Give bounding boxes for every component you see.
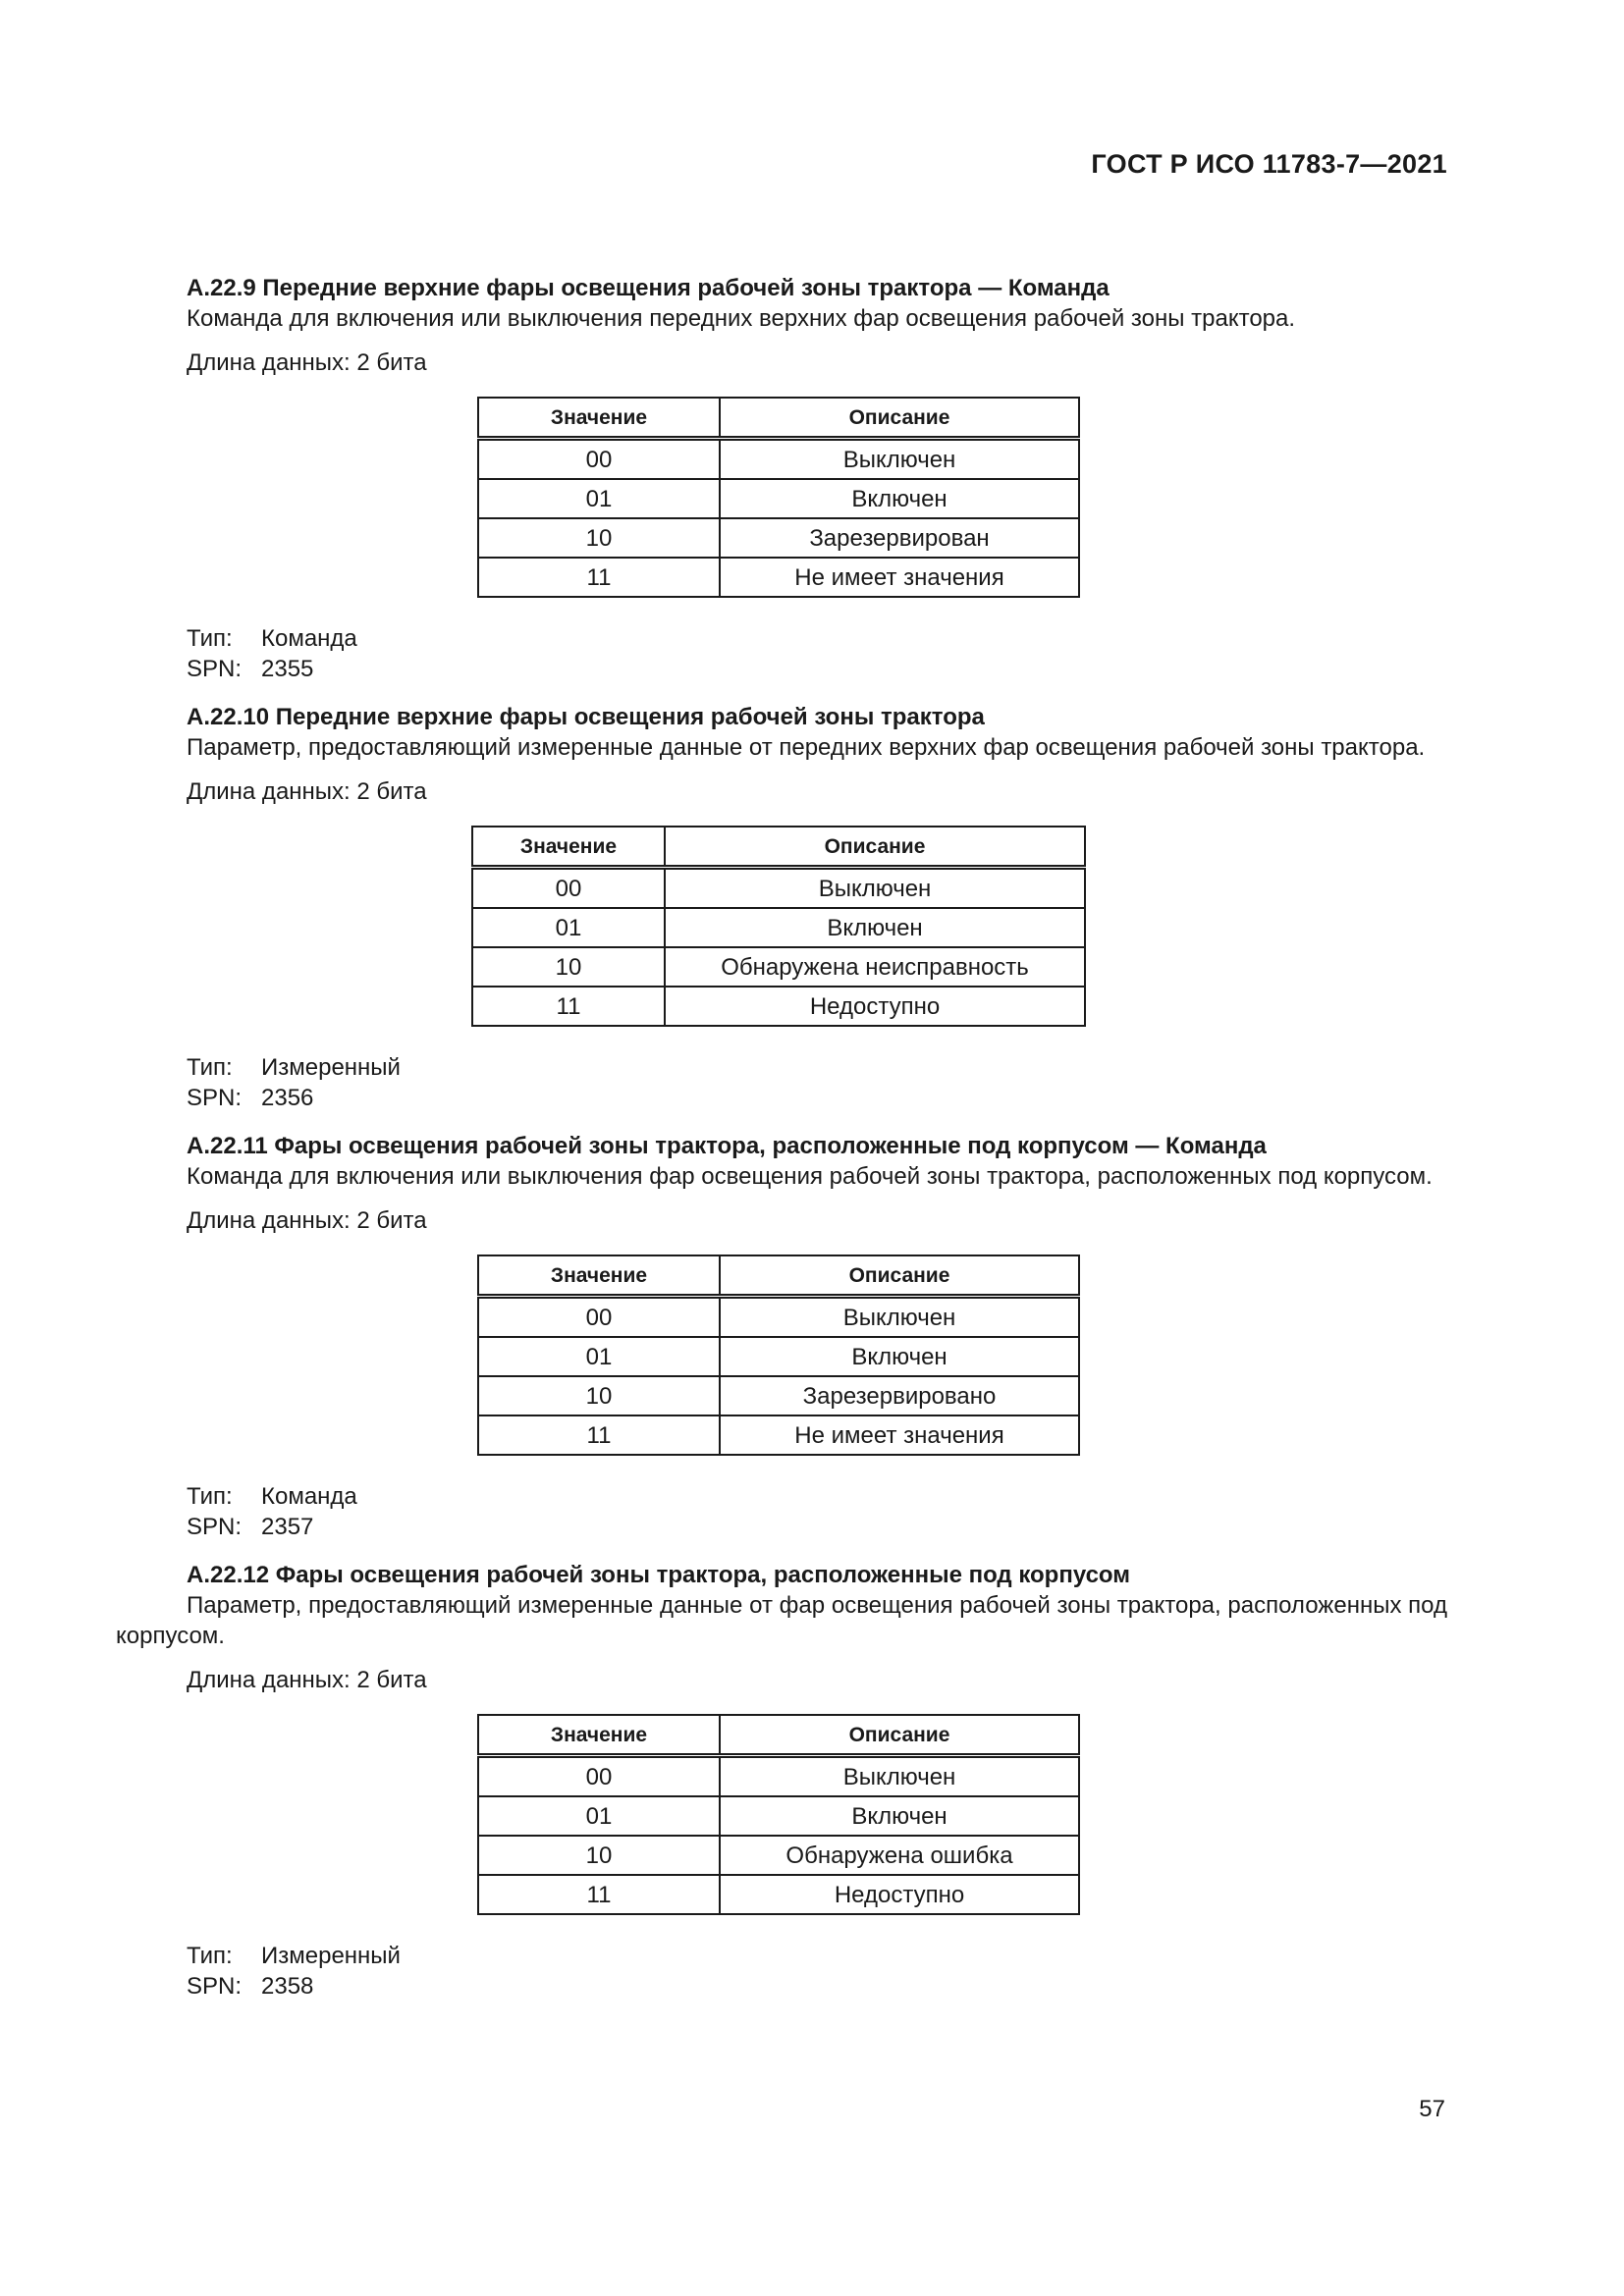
table-header-row: [478, 1255, 1079, 1297]
cell-value: 10: [478, 518, 720, 558]
section-text: Команда для включения или выключения передних верхних фар освещения рабочей зоны трактора.: [187, 305, 1296, 332]
section-a22-10: [116, 702, 1447, 1113]
spn-line: [187, 1971, 1447, 2002]
spn-label: SPN:: [187, 1514, 243, 1540]
section-a22-12: [116, 1560, 1447, 2002]
spn-label: SPN:: [187, 1973, 243, 2000]
spn-value: 2357: [261, 1514, 314, 1540]
spn-label: SPN:: [187, 656, 243, 682]
cell-description: Выключен: [720, 439, 1079, 480]
data-length: Длина данных: 2 бита: [187, 778, 427, 805]
cell-value: 01: [478, 1337, 720, 1376]
type-value: Команда: [261, 1483, 357, 1510]
table-row: [478, 1796, 1079, 1836]
cell-description: Обнаружена неисправность: [665, 947, 1085, 987]
type-line: [187, 1941, 1447, 1971]
table-row: [478, 518, 1079, 558]
cell-value: 11: [478, 558, 720, 597]
table-row: [478, 1337, 1079, 1376]
table-row: [478, 479, 1079, 518]
cell-value: 11: [478, 1875, 720, 1914]
cell-description: Не имеет значения: [720, 558, 1079, 597]
meta-block: [116, 1052, 1447, 1113]
section-text: Параметр, предоставляющий измеренные данные от передних верхних фар освещения рабочей зоны трактора.: [187, 734, 1426, 761]
cell-description: Включен: [720, 1337, 1079, 1376]
cell-value: 01: [478, 479, 720, 518]
cell-description: Не имеет значения: [720, 1415, 1079, 1455]
cell-description: Включен: [720, 479, 1079, 518]
table-header-row: [472, 827, 1085, 868]
section-text: Параметр, предоставляющий измеренные данные от фар освещения рабочей зоны трактора, расположенных под корпусом.: [116, 1592, 1447, 1649]
table-row: [478, 558, 1079, 597]
cell-description: Обнаружена ошибка: [720, 1836, 1079, 1875]
table-row: [472, 947, 1085, 987]
cell-value: 11: [472, 987, 665, 1026]
section-title: А.22.10 Передние верхние фары освещения рабочей зоны трактора: [187, 704, 985, 730]
cell-value: 00: [478, 1756, 720, 1797]
spn-line: [187, 1083, 1447, 1113]
type-label: Тип:: [187, 625, 233, 652]
cell-description: Зарезервирован: [720, 518, 1079, 558]
table-row: [478, 1376, 1079, 1415]
section-title: А.22.12 Фары освещения рабочей зоны трактора, расположенные под корпусом: [187, 1562, 1131, 1588]
cell-description: Выключен: [720, 1297, 1079, 1338]
cell-description: Зарезервировано: [720, 1376, 1079, 1415]
header-description: Описание: [720, 1715, 1079, 1756]
cell-value: 10: [472, 947, 665, 987]
meta-block: [116, 1481, 1447, 1542]
type-value: Команда: [261, 625, 357, 652]
spn-label: SPN:: [187, 1085, 243, 1111]
header-description: Описание: [665, 827, 1085, 868]
cell-value: 01: [472, 908, 665, 947]
cell-value: 01: [478, 1796, 720, 1836]
spn-value: 2358: [261, 1973, 314, 2000]
cell-value: 00: [478, 1297, 720, 1338]
table-row: [478, 1297, 1079, 1338]
section-title: А.22.9 Передние верхние фары освещения рабочей зоны трактора — Команда: [187, 275, 1110, 301]
type-line: [187, 1481, 1447, 1512]
cell-description: Включен: [665, 908, 1085, 947]
section-text: Команда для включения или выключения фар освещения рабочей зоны трактора, расположенных под корпусом.: [187, 1163, 1433, 1190]
header-description: Описание: [720, 398, 1079, 439]
table-row: [478, 1756, 1079, 1797]
spn-value: 2355: [261, 656, 314, 682]
meta-block: [116, 1941, 1447, 2002]
section-a22-11: [116, 1131, 1447, 1542]
cell-value: 10: [478, 1376, 720, 1415]
cell-description: Недоступно: [720, 1875, 1079, 1914]
cell-value: 00: [472, 868, 665, 909]
data-length: Длина данных: 2 бита: [187, 349, 427, 376]
section-title: А.22.11 Фары освещения рабочей зоны трактора, расположенные под корпусом — Команда: [187, 1133, 1267, 1159]
header-value: Значение: [472, 827, 665, 868]
section-a22-9: [116, 273, 1447, 684]
page-number: 57: [1419, 2096, 1445, 2122]
cell-description: Выключен: [665, 868, 1085, 909]
document-header: ГОСТ Р ИСО 11783-7—2021: [1091, 149, 1447, 179]
table-row: [478, 1415, 1079, 1455]
header-description: Описание: [720, 1255, 1079, 1297]
table-header-row: [478, 1715, 1079, 1756]
value-table: [477, 1714, 1080, 1915]
table-row: [478, 1836, 1079, 1875]
spn-value: 2356: [261, 1085, 314, 1111]
type-value: Измеренный: [261, 1943, 401, 1969]
meta-block: [116, 623, 1447, 684]
document-body: [116, 273, 1447, 2002]
value-table: [471, 826, 1086, 1027]
data-length: Длина данных: 2 бита: [187, 1667, 427, 1693]
cell-value: 00: [478, 439, 720, 480]
type-line: [187, 623, 1447, 654]
header-value: Значение: [478, 1255, 720, 1297]
cell-value: 11: [478, 1415, 720, 1455]
type-label: Тип:: [187, 1943, 233, 1969]
type-line: [187, 1052, 1447, 1083]
cell-value: 10: [478, 1836, 720, 1875]
type-label: Тип:: [187, 1483, 233, 1510]
table-header-row: [478, 398, 1079, 439]
table-row: [478, 1875, 1079, 1914]
table-row: [478, 439, 1079, 480]
table-row: [472, 868, 1085, 909]
value-table: [477, 1255, 1080, 1456]
cell-description: Включен: [720, 1796, 1079, 1836]
table-row: [472, 908, 1085, 947]
spn-line: [187, 654, 1447, 684]
type-label: Тип:: [187, 1054, 233, 1081]
spn-line: [187, 1512, 1447, 1542]
type-value: Измеренный: [261, 1054, 401, 1081]
cell-description: Выключен: [720, 1756, 1079, 1797]
header-value: Значение: [478, 398, 720, 439]
data-length: Длина данных: 2 бита: [187, 1207, 427, 1234]
header-value: Значение: [478, 1715, 720, 1756]
cell-description: Недоступно: [665, 987, 1085, 1026]
table-row: [472, 987, 1085, 1026]
value-table: [477, 397, 1080, 598]
